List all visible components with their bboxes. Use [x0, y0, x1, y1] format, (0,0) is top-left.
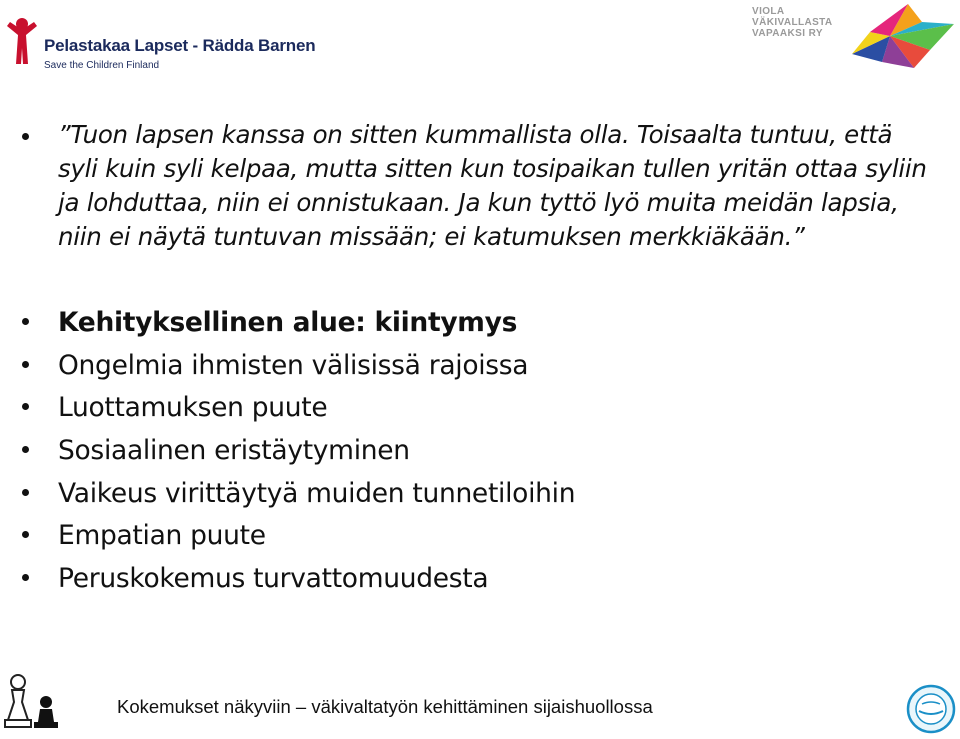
- slide-content: [20, 118, 930, 601]
- list-item: [20, 387, 930, 430]
- list-item-text: Ongelmia ihmisten välisissä rajoissa: [58, 349, 529, 381]
- bullet-dot-icon: [22, 574, 29, 581]
- list-item-text: Kehityksellinen alue: kiintymys: [58, 307, 518, 338]
- viola-line-3: VAPAAKSI RY: [752, 28, 823, 39]
- quote-bullet: [20, 118, 930, 254]
- chess-pawn-icon: [2, 672, 66, 734]
- org-subtitle: Save the Children Finland: [44, 60, 160, 71]
- quote-text: ”Tuon lapsen kanssa on sitten kummallista olla. Toisaalta tuntuu, että syli kuin syli kelpaa, mutta sitten kun tosipaikan tullen yritän ottaa syliin ja lohduttaa, niin ei onnistukaan. Ja kun tyttö lyö muita meidän lapsia, niin ei näytä tuntuvan missään; ei katumuksen merkkiäkään.”: [58, 120, 927, 251]
- viola-line-1: VIOLA: [752, 6, 785, 17]
- list-item-text: Sosiaalinen eristäytyminen: [58, 435, 410, 467]
- list-item-text: Empatian puute: [58, 520, 266, 552]
- bullet-dot-icon: [22, 403, 29, 410]
- list-item: [20, 558, 930, 601]
- list-item-text: Peruskokemus turvattomuudesta: [58, 563, 489, 595]
- viola-logo: [748, 2, 958, 72]
- ray-badge-icon: [906, 684, 956, 734]
- org-name: Pelastakaa Lapset - Rädda Barnen: [44, 36, 316, 55]
- viola-line-2: VÄKIVALLASTA: [752, 17, 833, 28]
- save-the-children-logo: [4, 8, 316, 72]
- pinwheel-icon: [830, 2, 956, 70]
- list-item: [20, 345, 930, 388]
- list-item: [20, 515, 930, 558]
- list-item: [20, 473, 930, 516]
- bullet-dot-icon: [22, 531, 29, 538]
- bullet-dot-icon: [22, 489, 29, 496]
- list-item-text: Vaikeus virittäytyä muiden tunnetiloihin: [58, 477, 576, 509]
- bullet-dot-icon: [22, 318, 29, 325]
- bullet-dot-icon: [22, 133, 29, 140]
- list-item: [20, 430, 930, 473]
- footer-text: Kokemukset näkyviin – väkivaltatyön kehittäminen sijaishuollossa: [117, 696, 653, 717]
- child-figure-icon: [4, 16, 40, 66]
- bullet-list: [20, 302, 930, 601]
- list-item: [20, 302, 930, 345]
- list-item-text: Luottamuksen puute: [58, 392, 328, 424]
- bullet-dot-icon: [22, 361, 29, 368]
- bullet-dot-icon: [22, 446, 29, 453]
